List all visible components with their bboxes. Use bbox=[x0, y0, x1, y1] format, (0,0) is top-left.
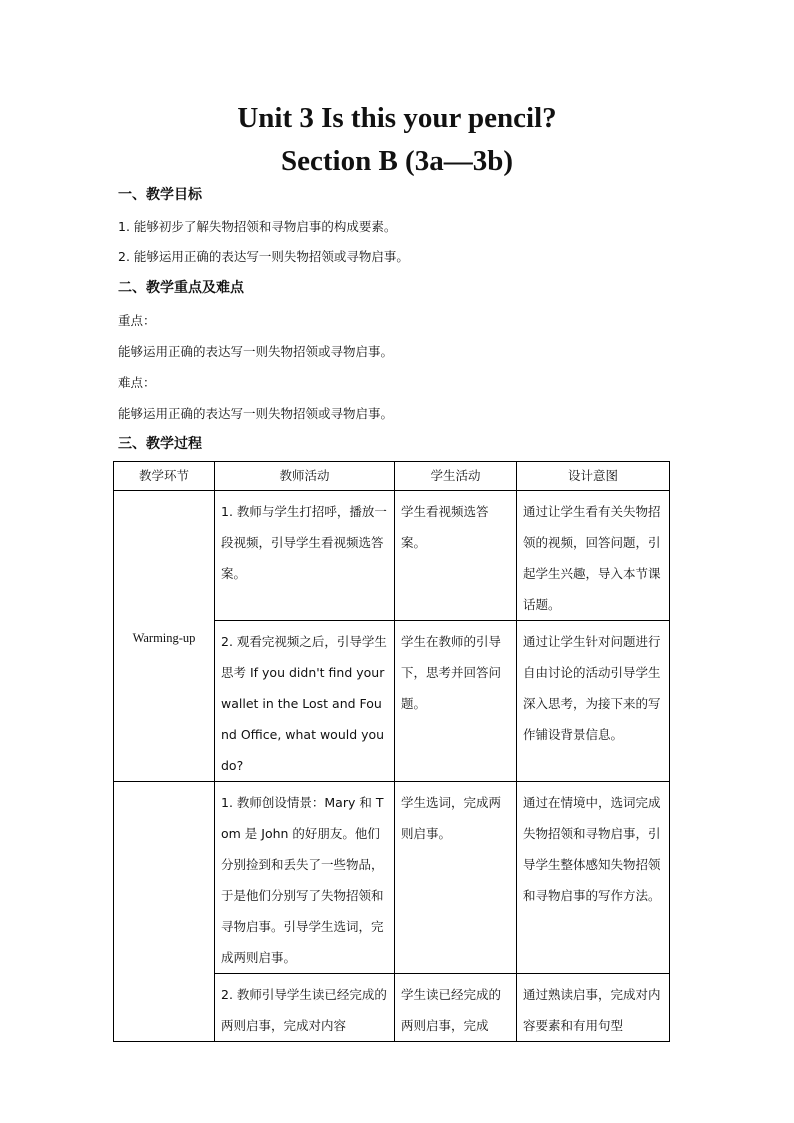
design-intent-cell: 通过让学生针对问题进行自由讨论的活动引导学生深入思考，为接下来的写作铺设背景信息。 bbox=[517, 621, 670, 782]
document-title: Unit 3 Is this your pencil? bbox=[237, 102, 557, 134]
stage-cell bbox=[114, 782, 215, 1042]
difficulty-label: 难点： bbox=[118, 375, 156, 390]
key-point-text: 能够运用正确的表达写一则失物招领或寻物启事。 bbox=[118, 344, 394, 359]
teacher-activity-cell: 1. 教师与学生打招呼，播放一段视频，引导学生看视频选答案。 bbox=[215, 491, 395, 621]
student-activity-cell: 学生读已经完成的两则启事，完成 bbox=[395, 974, 517, 1042]
design-intent-cell: 通过让学生看有关失物招领的视频，回答问题，引起学生兴趣，导入本节课话题。 bbox=[517, 491, 670, 621]
table-header-row bbox=[114, 462, 670, 491]
difficulty-text: 能够运用正确的表达写一则失物招领或寻物启事。 bbox=[118, 406, 394, 421]
teaching-process-table bbox=[113, 461, 670, 1042]
table-row bbox=[114, 491, 670, 621]
teacher-activity-cell: 2. 观看完视频之后，引导学生思考 If you didn't find your wallet in the Lost and Found Office, what would you do? bbox=[215, 621, 395, 782]
teacher-activity-cell: 2. 教师引导学生读已经完成的两则启事，完成对内容 bbox=[215, 974, 395, 1042]
document-subtitle: Section B (3a—3b) bbox=[281, 145, 513, 177]
teacher-activity-cell: 1. 教师创设情景：Mary 和 Tom 是 John 的好朋友。他们分别捡到和丢失了一些物品，于是他们分别写了失物招领和寻物启事。引导学生选词，完成两则启事。 bbox=[215, 782, 395, 974]
section-heading-key-points: 二、教学重点及难点 bbox=[118, 280, 244, 296]
design-intent-cell: 通过在情境中，选词完成失物招领和寻物启事，引导学生整体感知失物招领和寻物启事的写作方法。 bbox=[517, 782, 670, 974]
student-activity-cell: 学生在教师的引导下，思考并回答问题。 bbox=[395, 621, 517, 782]
column-header: 设计意图 bbox=[517, 462, 670, 491]
column-header: 教学环节 bbox=[114, 462, 215, 491]
design-intent-cell: 通过熟读启事，完成对内容要素和有用句型 bbox=[517, 974, 670, 1042]
student-activity-cell: 学生看视频选答案。 bbox=[395, 491, 517, 621]
objective-item: 1. 能够初步了解失物招领和寻物启事的构成要素。 bbox=[118, 219, 397, 234]
section-heading-objectives: 一、教学目标 bbox=[118, 187, 202, 203]
column-header: 教师活动 bbox=[215, 462, 395, 491]
section-heading-process: 三、教学过程 bbox=[118, 436, 202, 452]
column-header: 学生活动 bbox=[395, 462, 517, 491]
objective-item: 2. 能够运用正确的表达写一则失物招领或寻物启事。 bbox=[118, 249, 409, 264]
stage-cell: Warming-up bbox=[114, 491, 215, 782]
key-point-label: 重点： bbox=[118, 313, 156, 328]
student-activity-cell: 学生选词，完成两则启事。 bbox=[395, 782, 517, 974]
table-row bbox=[114, 782, 670, 974]
